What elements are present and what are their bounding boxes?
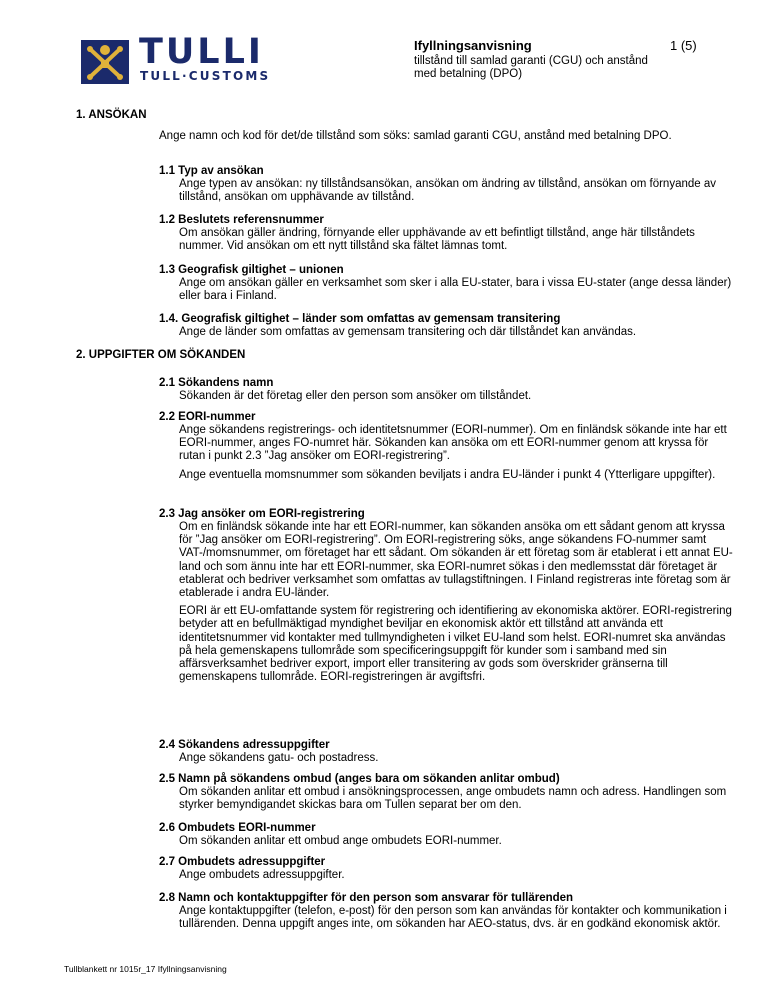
document-title: Ifyllningsanvisning bbox=[414, 38, 532, 53]
subsection-text: Ange typen av ansökan: ny tillståndsansökan, ansökan om ändring av tillstånd, ansökan om förnyande av tillstånd, ansökan om upphävande av tillstånd. bbox=[179, 178, 717, 204]
subsection-2-7 bbox=[159, 856, 739, 882]
subsection-2-2 bbox=[159, 411, 739, 482]
subsection-title: 2.7 Ombudets adressuppgifter bbox=[159, 856, 326, 868]
subsection-text: Om ansökan gäller ändring, förnyande eller upphävande av ett befintligt tillstånd, ange här tillståndets nummer. Vid ansökan om ett nytt tillstånd ska fältet lämnas tomt. bbox=[179, 227, 695, 253]
subsection-2-1 bbox=[159, 377, 739, 403]
subsection-2-4 bbox=[159, 739, 739, 765]
subsection-title: 1.3 Geografisk giltighet – unionen bbox=[159, 264, 344, 276]
subsection-1-4 bbox=[159, 313, 739, 339]
subsection-text: Om sökanden anlitar ett ombud ange ombudets EORI-nummer. bbox=[179, 835, 502, 847]
subsection-text: Sökanden är det företag eller den person som ansöker om tillståndet. bbox=[179, 390, 532, 402]
subsection-title: 1.1 Typ av ansökan bbox=[159, 165, 264, 177]
subsection-title: 2.6 Ombudets EORI-nummer bbox=[159, 822, 316, 834]
subsection-text: Ange kontaktuppgifter (telefon, e-post) för den person som kan användas för kontakter och kommunikation i tullärenden. Denna uppgift anges inte, om sökanden har AEO-status, dvs. är en godkänd ekonomisk aktör. bbox=[179, 905, 727, 931]
section-heading-2: 2. UPPGIFTER OM SÖKANDEN bbox=[76, 349, 246, 361]
logo-title: TULLI bbox=[139, 32, 264, 72]
subsection-2-8 bbox=[159, 892, 739, 931]
customs-emblem-icon bbox=[81, 40, 129, 84]
subsection-text: Ange om ansökan gäller en verksamhet som sker i alla EU-stater, bara i vissa EU-stater (ange dessa länder) eller bara i Finland. bbox=[179, 277, 732, 303]
subsection-2-5 bbox=[159, 773, 739, 812]
subsection-title: 1.4. Geografisk giltighet – länder som omfattas av gemensam transitering bbox=[159, 313, 561, 325]
section-1-intro: Ange namn och kod för det/de tillstånd som söks: samlad garanti CGU, anstånd med betalning DPO. bbox=[159, 130, 672, 142]
subsection-2-6 bbox=[159, 822, 739, 848]
subsection-text: Om sökanden anlitar ett ombud i ansökningsprocessen, ange ombudets namn och adress. Handlingen som styrker bemyndigandet skickas bara om Tullen separat ber om den. bbox=[179, 786, 727, 812]
footer-form-number: Tullblankett nr 1015r_17 Ifyllningsanvisning bbox=[64, 964, 227, 974]
subsection-text-2: Ange eventuella momsnummer som sökanden beviljats i andra EU-länder i punkt 4 (Ytterligare uppgifter). bbox=[179, 468, 716, 481]
subsection-text: Ange de länder som omfattas av gemensam transitering och där tillståndet kan användas. bbox=[179, 326, 637, 338]
subsection-text: Ange ombudets adressuppgifter. bbox=[179, 869, 345, 881]
logo-subtitle: TULL·CUSTOMS bbox=[140, 69, 271, 83]
subsection-text: Om en finländsk sökande inte har ett EORI-nummer, kan sökanden ansöka om ett sådant genom att kryssa för ”Jag ansöker om EORI-registrering”. Om EORI-registrering söks, ange sökandens FO-nummer samt VAT-/momsnummer, om företaget har ett sådant. Om sökanden är ett företag som är etablerat i ett annat EU-land och som ännu inte har ett EORI-nummer, ska EORI-numret sökas i den medlemsstat där företaget är etablerat och bedriver verksamhet som omfattas av tullagstiftningen. I Finland registreras inte företag som är etablerade i andra EU-länder. bbox=[179, 521, 733, 600]
subsection-title: 1.2 Beslutets referensnummer bbox=[159, 214, 324, 226]
subsection-1-3 bbox=[159, 264, 739, 303]
page-number: 1 (5) bbox=[670, 38, 697, 53]
subsection-title: 2.3 Jag ansöker om EORI-registrering bbox=[159, 508, 365, 520]
document-subtitle: tillstånd till samlad garanti (CGU) och anstånd med betalning (DPO) bbox=[414, 55, 648, 80]
subsection-text: Ange sökandens gatu- och postadress. bbox=[179, 752, 379, 764]
subsection-text: Ange sökandens registrerings- och identitetsnummer (EORI-nummer). Om en finländsk sökande inte har ett EORI-nummer, anges FO-numret här. Sökanden kan ansöka om ett EORI-nummer genom att kryssa för rutan i punkt 2.3 ”Jag ansöker om EORI-registrering”. bbox=[179, 424, 727, 463]
subsection-title: 2.5 Namn på sökandens ombud (anges bara om sökanden anlitar ombud) bbox=[159, 773, 560, 785]
subsection-title: 2.8 Namn och kontaktuppgifter för den person som ansvarar för tullärenden bbox=[159, 892, 574, 904]
subsection-title: 2.4 Sökandens adressuppgifter bbox=[159, 739, 330, 751]
subsection-title: 2.1 Sökandens namn bbox=[159, 377, 274, 389]
tulli-logo bbox=[81, 32, 296, 86]
subsection-1-1 bbox=[159, 165, 739, 204]
subsection-title: 2.2 EORI-nummer bbox=[159, 411, 256, 423]
subsection-1-2 bbox=[159, 214, 739, 253]
subsection-2-3 bbox=[159, 508, 739, 684]
subsection-text-2: EORI är ett EU-omfattande system för registrering och identifiering av ekonomiska aktörer. EORI-registrering betyder att en befullmäktigad myndighet beviljar en ekonomisk aktör ett tillstånd att använda ett identitetsnummer vid kontakter med tullmyndigheten i vilket EU-land som helst. EORI-numret ska användas på hela gemenskapens tullområde som specificeringsuppgift för kunder som i samband med sin affärsverksamhet bedriver export, import eller transitering av gods som överskrider gränserna till gemenskapens tullområde. EORI-registreringen är avgiftsfri. bbox=[179, 605, 732, 684]
section-heading-1: 1. ANSÖKAN bbox=[76, 109, 147, 121]
